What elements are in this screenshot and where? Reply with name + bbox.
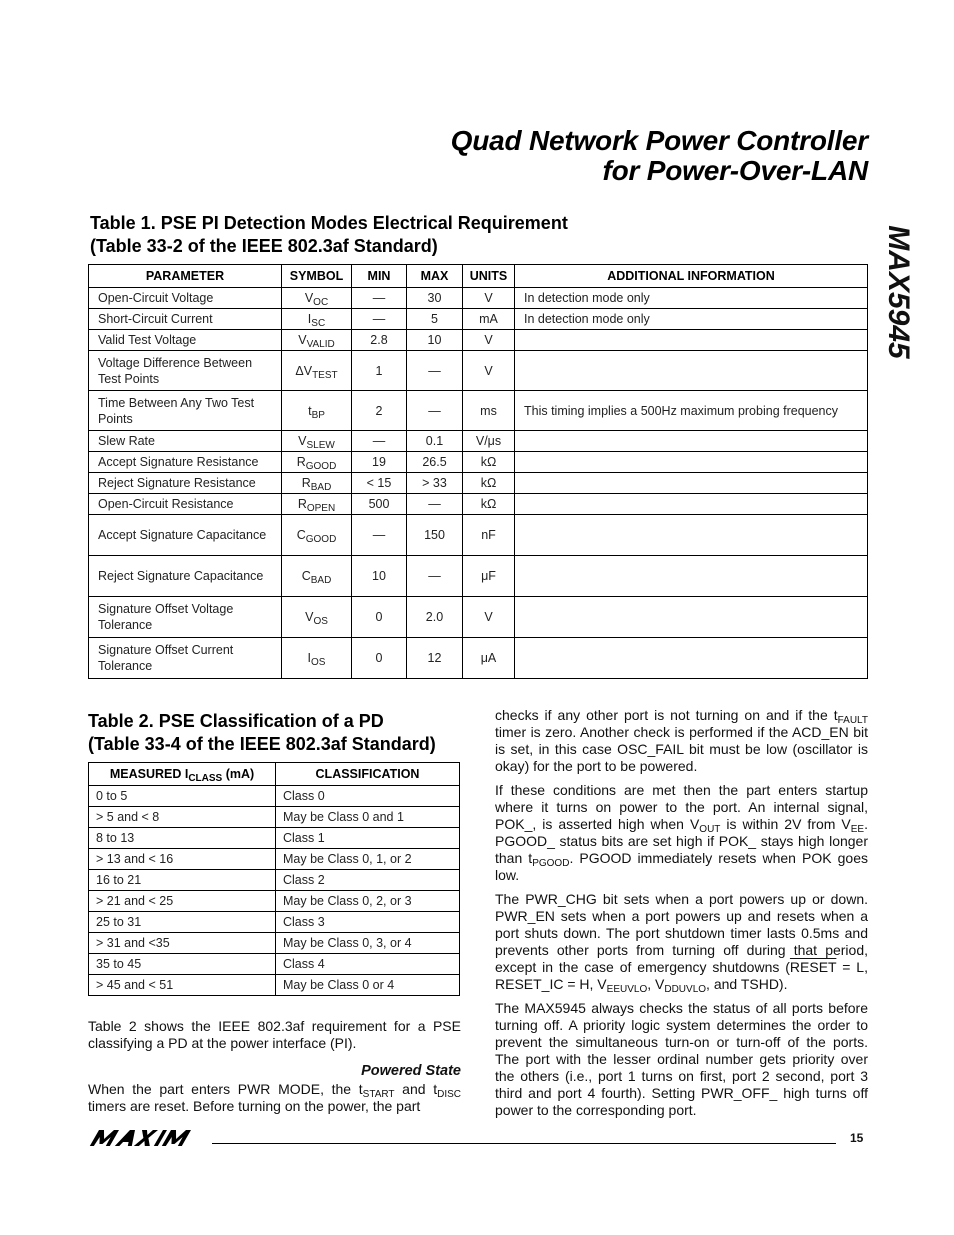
parameter-cell: Valid Test Voltage — [89, 330, 282, 351]
units-cell: V — [463, 330, 515, 351]
units-cell: kΩ — [463, 473, 515, 494]
part-number-label: MAX5945 — [882, 225, 915, 359]
col-header: MIN — [352, 265, 407, 288]
symbol-cell: $V_{OS}$ — [282, 597, 352, 638]
table-row — [89, 807, 460, 828]
info-cell — [515, 431, 868, 452]
units-cell: mA — [463, 309, 515, 330]
col-header: SYMBOL — [282, 265, 352, 288]
measured-current-cell: > 5 and < 8 — [89, 807, 276, 828]
symbol-cell: $I_{OS}$ — [282, 638, 352, 679]
right-paragraph-2: If these conditions are met then the part enters startup where it turns on power to the port. An internal signal, POK_, is asserted high when $V_{OUT}$ is within 2V from $V_{EE}$. PGOOD_ status bits are set high if POK_ stays high longer than $t_{PGOOD}$. PGOOD immediately resets when POK goes low. — [495, 782, 868, 883]
table2-description: Table 2 shows the IEEE 802.3af requirement for a PSE classifying a PD at the power interface (PI). — [88, 1018, 461, 1051]
table-row — [89, 391, 868, 431]
max-cell: 2.0 — [407, 597, 463, 638]
units-cell: V — [463, 351, 515, 391]
classification-cell: May be Class 0 or 4 — [276, 975, 460, 996]
info-cell — [515, 473, 868, 494]
parameter-cell: Reject Signature Resistance — [89, 473, 282, 494]
right-paragraph-1: checks if any other port is not turning on and if the $t_{FAULT}$ timer is zero. Another check is performed if the ACD_EN bit is set, in this case OSC_FAIL bit must be low (oscillator is okay) for the port to be powered. — [495, 707, 868, 774]
left-paragraph — [88, 1018, 461, 1059]
symbol-cell: $R_{GOOD}$ — [282, 452, 352, 473]
table-row — [89, 954, 460, 975]
min-cell: 19 — [352, 452, 407, 473]
table2-heading — [88, 710, 436, 756]
measured-current-cell: 8 to 13 — [89, 828, 276, 849]
units-cell: μF — [463, 556, 515, 597]
min-cell: — — [352, 288, 407, 309]
table-row — [89, 870, 460, 891]
measured-current-cell: 16 to 21 — [89, 870, 276, 891]
measured-current-cell: > 45 and < 51 — [89, 975, 276, 996]
table1-heading-line-2: (Table 33-2 of the IEEE 802.3af Standard) — [90, 236, 438, 256]
max-cell: 150 — [407, 515, 463, 556]
parameter-cell: Signature Offset Current Tolerance — [89, 638, 282, 679]
info-cell — [515, 638, 868, 679]
max-cell: — — [407, 556, 463, 597]
measured-current-cell: > 31 and <35 — [89, 933, 276, 954]
min-cell: — — [352, 309, 407, 330]
max-cell: 12 — [407, 638, 463, 679]
table-row — [89, 330, 868, 351]
min-cell: — — [352, 431, 407, 452]
parameter-cell: Voltage Difference Between Test Points — [89, 351, 282, 391]
classification-cell: May be Class 0, 1, or 2 — [276, 849, 460, 870]
measured-current-cell: 35 to 45 — [89, 954, 276, 975]
table-row — [89, 975, 460, 996]
classification-cell: Class 2 — [276, 870, 460, 891]
parameter-cell: Short-Circuit Current — [89, 309, 282, 330]
classification-table — [88, 762, 460, 996]
right-paragraph-3: The PWR_CHG bit sets when a port powers up or down. PWR_EN sets when a port powers up and resets when a port shuts down. The port shutdown timer lasts 0.5ms and prevents other ports from turning off during that period, except in the case of emergency shutdowns (RESET = L, RESET_IC = H, $V_{EEUVLO}$, $V_{DDUVLO}$, and TSHD). — [495, 891, 868, 995]
max-cell: — — [407, 391, 463, 431]
table-header-row — [89, 265, 868, 288]
table-row — [89, 494, 868, 515]
document-title — [451, 126, 868, 186]
symbol-cell: $I_{SC}$ — [282, 309, 352, 330]
units-cell: ms — [463, 391, 515, 431]
classification-cell: May be Class 0, 2, or 3 — [276, 891, 460, 912]
units-cell: kΩ — [463, 494, 515, 515]
parameter-cell: Slew Rate — [89, 431, 282, 452]
table-row — [89, 309, 868, 330]
table1-heading — [90, 212, 568, 258]
col-header: PARAMETER — [89, 265, 282, 288]
table-row — [89, 452, 868, 473]
info-cell — [515, 494, 868, 515]
max-cell: — — [407, 494, 463, 515]
units-cell: V — [463, 288, 515, 309]
classification-cell: Class 1 — [276, 828, 460, 849]
units-cell: kΩ — [463, 452, 515, 473]
col-header-subscript: CLASS — [188, 773, 223, 784]
parameter-cell: Accept Signature Capacitance — [89, 515, 282, 556]
table-row — [89, 597, 868, 638]
info-cell — [515, 515, 868, 556]
info-cell — [515, 351, 868, 391]
parameter-cell: Signature Offset Voltage Tolerance — [89, 597, 282, 638]
measured-current-cell: > 13 and < 16 — [89, 849, 276, 870]
classification-cell: Class 4 — [276, 954, 460, 975]
table-row — [89, 638, 868, 679]
table-row — [89, 288, 868, 309]
title-line-2: for Power-Over-LAN — [602, 155, 868, 186]
measured-current-cell: > 21 and < 25 — [89, 891, 276, 912]
table-row — [89, 556, 868, 597]
units-cell: nF — [463, 515, 515, 556]
min-cell: 0 — [352, 638, 407, 679]
col-header: UNITS — [463, 265, 515, 288]
measured-current-cell: 0 to 5 — [89, 786, 276, 807]
max-cell: 30 — [407, 288, 463, 309]
max-cell: 0.1 — [407, 431, 463, 452]
parameter-cell: Accept Signature Resistance — [89, 452, 282, 473]
table-row — [89, 933, 460, 954]
powered-state-paragraph — [88, 1081, 461, 1122]
footer-rule — [212, 1143, 836, 1144]
info-cell — [515, 452, 868, 473]
table2-heading-line-1: Table 2. PSE Classification of a PD — [88, 711, 384, 731]
col-header: ADDITIONAL INFORMATION — [515, 265, 868, 288]
min-cell: 10 — [352, 556, 407, 597]
symbol-cell: $V_{OC}$ — [282, 288, 352, 309]
symbol-cell: $V_{SLEW}$ — [282, 431, 352, 452]
parameter-cell: Open-Circuit Voltage — [89, 288, 282, 309]
min-cell: 2 — [352, 391, 407, 431]
min-cell: 2.8 — [352, 330, 407, 351]
info-cell — [515, 556, 868, 597]
powered-state-heading: Powered State — [361, 1063, 461, 1079]
table-row — [89, 351, 868, 391]
table-row — [89, 912, 460, 933]
table1-heading-line-1: Table 1. PSE PI Detection Modes Electrical Requirement — [90, 213, 568, 233]
info-cell: In detection mode only — [515, 288, 868, 309]
col-header-classification: CLASSIFICATION — [276, 763, 460, 786]
parameter-cell: Reject Signature Capacitance — [89, 556, 282, 597]
info-cell — [515, 597, 868, 638]
powered-state-text: When the part enters PWR MODE, the $t_{START}$ and $t_{DISC}$ timers are reset. Before turning on the power, the part — [88, 1081, 462, 1114]
table2-heading-line-2: (Table 33-4 of the IEEE 802.3af Standard) — [88, 734, 436, 754]
max-cell: — — [407, 351, 463, 391]
min-cell: < 15 — [352, 473, 407, 494]
min-cell: 1 — [352, 351, 407, 391]
parameter-cell: Time Between Any Two Test Points — [89, 391, 282, 431]
info-cell: This timing implies a 500Hz maximum probing frequency — [515, 391, 868, 431]
symbol-cell: $R_{BAD}$ — [282, 473, 352, 494]
table-row — [89, 786, 460, 807]
symbol-cell: $C_{BAD}$ — [282, 556, 352, 597]
max-cell: > 33 — [407, 473, 463, 494]
col-header-measured-current — [89, 763, 276, 786]
parameter-cell: Open-Circuit Resistance — [89, 494, 282, 515]
table-row — [89, 828, 460, 849]
col-header-text: MEASURED I — [109, 767, 189, 781]
table-row — [89, 849, 460, 870]
units-cell: V/μs — [463, 431, 515, 452]
symbol-cell: $t_{BP}$ — [282, 391, 352, 431]
symbol-cell: $V_{VALID}$ — [282, 330, 352, 351]
min-cell: 500 — [352, 494, 407, 515]
right-column — [495, 707, 868, 1126]
table-header-row — [89, 763, 460, 786]
max-cell: 26.5 — [407, 452, 463, 473]
page-number: 15 — [850, 1131, 864, 1145]
detection-modes-table — [88, 264, 868, 679]
col-header: MAX — [407, 265, 463, 288]
symbol-cell: $\Delta V_{TEST}$ — [282, 351, 352, 391]
classification-cell: Class 3 — [276, 912, 460, 933]
classification-cell: Class 0 — [276, 786, 460, 807]
table-row — [89, 891, 460, 912]
table-row — [89, 515, 868, 556]
max-cell: 10 — [407, 330, 463, 351]
symbol-cell: $C_{GOOD}$ — [282, 515, 352, 556]
right-paragraph-4: The MAX5945 always checks the status of all ports before turning off. A priority logic system determines the order to prevent the simultaneous turn-on or turn-off of the ports. The port with the lesser ordinal number gets priority over the others (i.e., port 1 turns on first, port 2 second, port 3 third and port 4 fourth). Setting PWR_OFF_ high turns off power to the corresponding port. — [495, 1000, 868, 1118]
classification-cell: May be Class 0, 3, or 4 — [276, 933, 460, 954]
units-cell: V — [463, 597, 515, 638]
table-row — [89, 473, 868, 494]
side-part-number — [880, 212, 916, 372]
col-header-unit: (mA) — [222, 767, 255, 781]
measured-current-cell: 25 to 31 — [89, 912, 276, 933]
info-cell — [515, 330, 868, 351]
title-line-1: Quad Network Power Controller — [450, 125, 868, 156]
table-row — [89, 431, 868, 452]
maxim-logo — [88, 1130, 200, 1146]
info-cell: In detection mode only — [515, 309, 868, 330]
symbol-cell: $R_{OPEN}$ — [282, 494, 352, 515]
min-cell: 0 — [352, 597, 407, 638]
max-cell: 5 — [407, 309, 463, 330]
min-cell: — — [352, 515, 407, 556]
classification-cell: May be Class 0 and 1 — [276, 807, 460, 828]
units-cell: μA — [463, 638, 515, 679]
